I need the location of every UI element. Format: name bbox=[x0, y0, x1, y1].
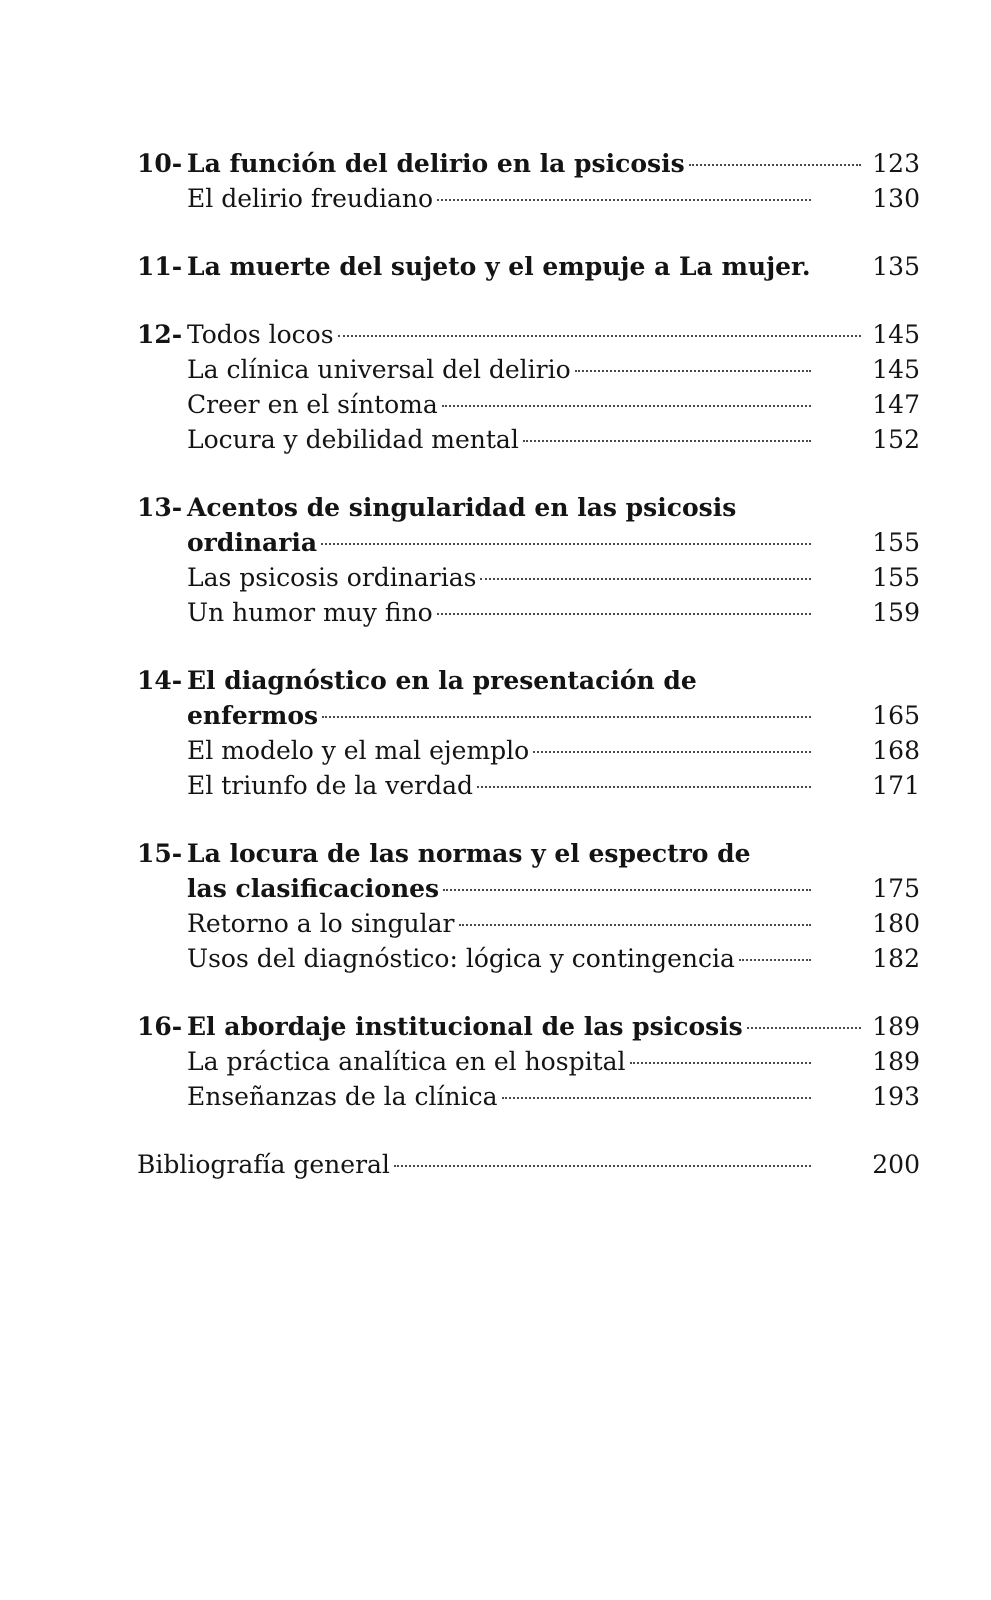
toc-chapter-entry bbox=[137, 249, 920, 284]
entry-title: El delirio freudiano bbox=[187, 184, 434, 213]
toc-chapter-entry bbox=[137, 836, 920, 871]
toc-chapter-entry bbox=[137, 663, 920, 698]
entry-title: El triunfo de la verdad bbox=[187, 771, 474, 800]
entry-title: La locura de las normas y el espectro de bbox=[187, 839, 751, 868]
toc-subentry bbox=[137, 1044, 920, 1079]
dot-leader bbox=[533, 751, 811, 753]
dot-leader bbox=[480, 578, 811, 580]
entry-title-wrap bbox=[187, 595, 817, 630]
entry-title: La función del delirio en la psicosis bbox=[187, 149, 685, 178]
toc-chapter-entry bbox=[137, 146, 920, 181]
entry-title-wrap bbox=[187, 352, 817, 387]
entry-title-wrap bbox=[187, 422, 817, 457]
toc-subentry bbox=[137, 181, 920, 216]
dot-leader bbox=[502, 1097, 811, 1099]
entry-title-wrap bbox=[187, 871, 817, 906]
entry-title: ordinaria bbox=[187, 528, 318, 557]
dot-leader bbox=[437, 199, 811, 201]
page-number: 189 bbox=[872, 1047, 920, 1076]
dot-leader bbox=[630, 1062, 811, 1064]
entry-title: Todos locos bbox=[187, 320, 334, 349]
toc-section bbox=[137, 836, 920, 976]
entry-title: La clínica universal del delirio bbox=[187, 355, 571, 384]
toc-subentry bbox=[137, 768, 920, 803]
toc-chapter-continuation bbox=[137, 871, 920, 906]
dot-leader bbox=[321, 543, 811, 545]
page-number: 145 bbox=[872, 320, 920, 349]
toc-chapter-entry bbox=[137, 317, 920, 352]
entry-title-wrap bbox=[187, 146, 867, 181]
entry-title-wrap bbox=[187, 1079, 817, 1114]
page-number: 171 bbox=[872, 771, 920, 800]
toc-section bbox=[137, 146, 920, 216]
chapter-number: 16- bbox=[137, 1012, 183, 1041]
entry-title: Usos del diagnóstico: lógica y contingencia bbox=[187, 944, 735, 973]
entry-title: La muerte del sujeto y el empuje a La mujer. bbox=[187, 252, 811, 281]
entry-title: Bibliografía general bbox=[137, 1150, 390, 1179]
toc-section bbox=[137, 490, 920, 630]
dot-leader bbox=[739, 959, 811, 961]
toc-subentry bbox=[137, 422, 920, 457]
table-of-contents bbox=[137, 146, 920, 1215]
dot-leader bbox=[322, 716, 811, 718]
chapter-number: 14- bbox=[137, 666, 183, 695]
page-number: 193 bbox=[872, 1082, 920, 1111]
dot-leader bbox=[443, 889, 811, 891]
entry-title: Retorno a lo singular bbox=[187, 909, 455, 938]
page-number: 159 bbox=[872, 598, 920, 627]
entry-title-wrap bbox=[187, 181, 817, 216]
chapter-number: 13- bbox=[137, 493, 183, 522]
entry-title-wrap bbox=[187, 1044, 817, 1079]
entry-title: El modelo y el mal ejemplo bbox=[187, 736, 530, 765]
entry-title-wrap bbox=[187, 768, 817, 803]
dot-leader bbox=[437, 613, 811, 615]
toc-subentry bbox=[137, 906, 920, 941]
entry-title: Acentos de singularidad en las psicosis bbox=[187, 493, 737, 522]
dot-leader bbox=[575, 370, 811, 372]
entry-title-wrap bbox=[187, 317, 867, 352]
dot-leader bbox=[523, 440, 811, 442]
dot-leader bbox=[477, 786, 811, 788]
entry-title-wrap bbox=[187, 387, 817, 422]
entry-title: El diagnóstico en la presentación de bbox=[187, 666, 697, 695]
entry-title: Las psicosis ordinarias bbox=[187, 563, 477, 592]
page-number: 165 bbox=[872, 701, 920, 730]
entry-title-wrap bbox=[187, 1009, 867, 1044]
entry-title: Creer en el síntoma bbox=[187, 390, 438, 419]
toc-chapter-continuation bbox=[137, 525, 920, 560]
toc-chapter-continuation bbox=[137, 698, 920, 733]
page-number: 147 bbox=[872, 390, 920, 419]
entry-title-wrap bbox=[187, 836, 867, 871]
dot-leader bbox=[459, 924, 812, 926]
toc-subentry bbox=[137, 1079, 920, 1114]
entry-title-wrap bbox=[187, 733, 817, 768]
toc-bibliography-entry bbox=[137, 1147, 920, 1182]
page-number: 180 bbox=[872, 909, 920, 938]
toc-subentry bbox=[137, 595, 920, 630]
entry-title: La práctica analítica en el hospital bbox=[187, 1047, 626, 1076]
page-number: 168 bbox=[872, 736, 920, 765]
dot-leader bbox=[338, 335, 861, 337]
page-number: 175 bbox=[872, 874, 920, 903]
entry-title-wrap bbox=[187, 525, 817, 560]
entry-title: enfermos bbox=[187, 701, 319, 730]
chapter-number: 10- bbox=[137, 149, 183, 178]
toc-section bbox=[137, 663, 920, 803]
page-number: 130 bbox=[872, 184, 920, 213]
dot-leader bbox=[747, 1027, 861, 1029]
chapter-number: 15- bbox=[137, 839, 183, 868]
chapter-number: 11- bbox=[137, 252, 183, 281]
entry-title: Un humor muy fino bbox=[187, 598, 433, 627]
page-number: 200 bbox=[872, 1150, 920, 1179]
dot-leader bbox=[442, 405, 811, 407]
entry-title: El abordaje institucional de las psicosis bbox=[187, 1012, 743, 1041]
entry-title-wrap bbox=[187, 560, 817, 595]
page-number: 123 bbox=[872, 149, 920, 178]
dot-leader bbox=[689, 164, 861, 166]
entry-title-wrap bbox=[187, 663, 867, 698]
entry-title-wrap bbox=[187, 906, 817, 941]
entry-title-wrap bbox=[137, 1147, 817, 1182]
page-number: 152 bbox=[872, 425, 920, 454]
page-number: 145 bbox=[872, 355, 920, 384]
page-number: 155 bbox=[872, 563, 920, 592]
entry-title: Locura y debilidad mental bbox=[187, 425, 519, 454]
toc-chapter-entry bbox=[137, 1009, 920, 1044]
entry-title-wrap bbox=[187, 249, 867, 284]
toc-section bbox=[137, 1009, 920, 1114]
toc-subentry bbox=[137, 733, 920, 768]
entry-title-wrap bbox=[187, 490, 867, 525]
toc-subentry bbox=[137, 387, 920, 422]
page-number: 135 bbox=[872, 252, 920, 281]
entry-title-wrap bbox=[187, 698, 817, 733]
toc-section bbox=[137, 1147, 920, 1182]
entry-title: Enseñanzas de la clínica bbox=[187, 1082, 498, 1111]
page-number: 155 bbox=[872, 528, 920, 557]
entry-title-wrap bbox=[187, 941, 817, 976]
toc-subentry bbox=[137, 560, 920, 595]
toc-subentry bbox=[137, 352, 920, 387]
entry-title: las clasificaciones bbox=[187, 874, 440, 903]
toc-chapter-entry bbox=[137, 490, 920, 525]
dot-leader bbox=[394, 1165, 811, 1167]
toc-section bbox=[137, 317, 920, 457]
page-number: 189 bbox=[872, 1012, 920, 1041]
chapter-number: 12- bbox=[137, 320, 183, 349]
toc-section bbox=[137, 249, 920, 284]
toc-subentry bbox=[137, 941, 920, 976]
page-number: 182 bbox=[872, 944, 920, 973]
